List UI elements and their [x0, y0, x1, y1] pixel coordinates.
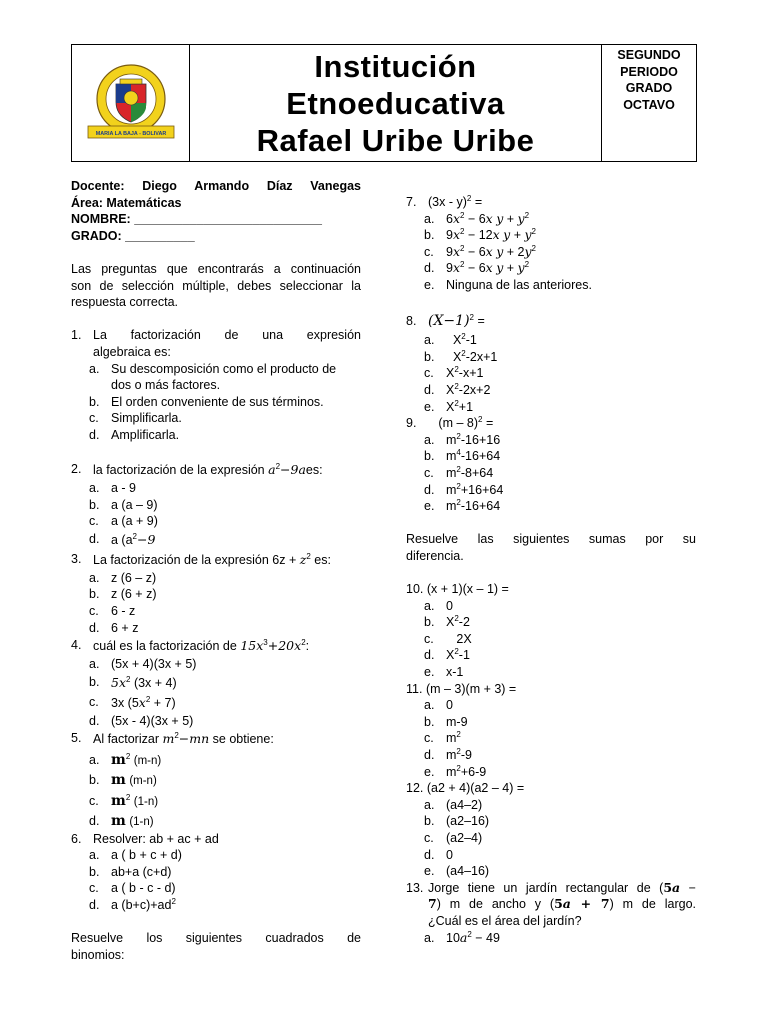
- option: e. x-1: [424, 665, 464, 680]
- option: a. 0: [424, 698, 453, 713]
- option: c. (a2–4): [424, 830, 483, 845]
- question-12: 12. (a2 + 4)(a2 – 4) =: [406, 781, 525, 796]
- option: b. m-9: [424, 714, 468, 729]
- question-8: 8. $(X-1)^2$ =: [406, 313, 485, 330]
- left-column: [71, 178, 361, 963]
- option: d. 6 + z: [89, 620, 139, 635]
- option: c. $9x^2 - 6x$ $y + 2y^2$: [424, 243, 536, 259]
- logo-banner-text: MARIA LA BAJA - BOLIVAR: [95, 131, 166, 137]
- option: b. a (a – 9): [89, 497, 158, 512]
- section-sums: Resuelve las siguientes sumas por su: [406, 532, 696, 547]
- option: d. $m^2-9$: [424, 746, 472, 762]
- option: d. $9x^2 - 6x$ $y + y^2$: [424, 260, 530, 276]
- question-7: 7. (3x - y)$^2$ =: [406, 193, 483, 209]
- option: b. ab+a (c+d): [89, 864, 172, 879]
- section-squares: binomios:: [71, 947, 125, 962]
- option: b. $m^4-16+64$: [424, 448, 501, 464]
- option: c. 6 - z: [89, 604, 136, 619]
- option: a. $X^2-1$: [424, 332, 477, 348]
- page-title: Institución Etnoeducativa Rafael Uribe Uribe: [256, 48, 535, 158]
- question-11: 11. (m – 3)(m + 3) =: [406, 681, 517, 696]
- option: c. a ( b - c - d): [89, 881, 176, 896]
- option: c. 2X: [424, 631, 472, 646]
- option: e. Ninguna de las anteriores.: [424, 277, 592, 292]
- area-line: Área: Matemáticas: [71, 195, 182, 210]
- option: a. $m^2-16+16$: [424, 431, 501, 447]
- option: c. $m^2$: [424, 730, 461, 746]
- option: d. m (1-n): [89, 813, 154, 830]
- question-6: 6. Resolver: ab + ac + ad: [71, 831, 219, 846]
- option: e. $X^2+1$: [424, 398, 474, 414]
- option: d. (5x - 4)(3x + 5): [89, 713, 194, 728]
- option: a. $6x^2 - 6x$ $y + y^2$: [424, 210, 530, 226]
- logo-cell: [72, 45, 190, 161]
- option: a. z (6 – z): [89, 570, 157, 585]
- question-2: 2. la factorización de la expresión $a^2-9aes$:: [71, 461, 323, 478]
- nombre-field: NOMBRE: ___________________________: [71, 212, 322, 227]
- period-line: SEGUNDO: [617, 48, 681, 62]
- option: b. m (m-n): [89, 772, 157, 789]
- option: a. (5x + 4)(3x + 5): [89, 657, 197, 672]
- option: d. $X^2-2x+2$: [424, 381, 491, 397]
- question-10: 10. (x + 1)(x – 1) =: [406, 582, 509, 597]
- question-3: 3. La factorización de la expresión $6z + z^2$ es:: [71, 551, 331, 567]
- question-1: 1. La factorización de una expresión algebraica es:: [71, 328, 361, 359]
- option: a. a ( b + c + d): [89, 848, 182, 863]
- option: c. a (a + 9): [89, 514, 158, 529]
- option: c. $X^2-x+1$: [424, 365, 484, 381]
- option: b. z (6 + z): [89, 587, 157, 602]
- option: e. $m^2+6-9$: [424, 763, 487, 779]
- grado-field: GRADO: __________: [71, 228, 195, 243]
- option: e. $m^2-16+64$: [424, 497, 501, 514]
- option: d. $m^2+16+64$: [424, 481, 504, 497]
- question-4: 4. cuál es la factorización de $15x^3+20x^2$:: [71, 638, 310, 654]
- option: d. 0: [424, 847, 453, 862]
- period-line: GRADO: [625, 81, 673, 95]
- option: a. 0: [424, 598, 453, 613]
- option: c. 3x $(5x^2 + 7)$: [89, 694, 176, 710]
- question-9: 9. (m – 8)$^2$ =: [406, 414, 494, 431]
- intro-text: respuesta correcta.: [71, 295, 178, 310]
- option: e. (a4–16): [424, 864, 490, 879]
- option: a. $m^2$ (m-n): [89, 752, 162, 769]
- period-cell: [602, 45, 696, 161]
- option: b. $5x^2$ (3x + 4): [89, 674, 177, 690]
- right-column: [406, 194, 696, 946]
- option: c. Simplificarla.: [89, 411, 182, 426]
- option: d. Amplificarla.: [89, 427, 180, 442]
- school-crest-icon: [82, 62, 180, 144]
- option: a. Su descomposición como el producto de dos o más factores.: [89, 361, 337, 393]
- title-cell: [190, 45, 602, 161]
- option: a. a - 9: [89, 481, 137, 496]
- intro-text: son de selección múltiple, debes seleccionar la: [71, 278, 361, 293]
- option: a. (a4–2): [424, 797, 483, 812]
- option: b. $X^2-2$: [424, 614, 470, 630]
- option: b. $X^2-2x+1$: [424, 348, 498, 364]
- section-squares: Resuelve los siguientes cuadrados de: [71, 931, 361, 946]
- option: d. $X^2-1$: [424, 647, 470, 663]
- option: c. $m^2-8+64$: [424, 464, 494, 480]
- option: b. El orden conveniente de sus términos.: [89, 394, 324, 409]
- period-line: PERIODO: [620, 64, 678, 79]
- option: d. a $(b+c)+ad^2$: [89, 896, 176, 912]
- header-table: [71, 44, 697, 162]
- option: d. a ($a^2-9$: [89, 531, 156, 547]
- option: b. $9x^2 - 12x$ $y + y^2$: [424, 227, 536, 243]
- option: c. $m^2$ (1-n): [89, 792, 159, 810]
- period-line: OCTAVO: [623, 97, 675, 112]
- docente-line: Docente: Diego Armando Díaz Vanegas: [71, 179, 361, 193]
- intro-text: Las preguntas que encontrarás a continuación: [71, 261, 361, 276]
- question-13: 13. Jorge tiene un jardín rectangular de (5a − 7) m de ancho y (5a + 7) m de largo. ¿Cuál es el área del jardín?: [406, 879, 696, 928]
- section-sums: diferencia.: [406, 548, 464, 563]
- question-5: 5. Al factorizar $m^2-mn$ se obtiene:: [71, 731, 274, 747]
- option: a. $10a^2 - 49$: [424, 929, 500, 945]
- option: b. (a2–16): [424, 814, 490, 829]
